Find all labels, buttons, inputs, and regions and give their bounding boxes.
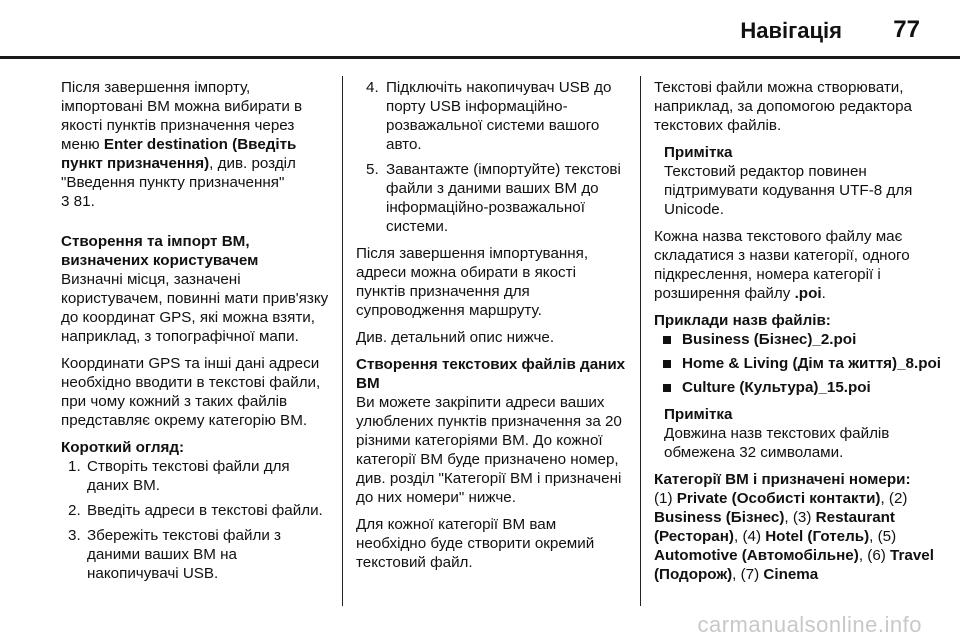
page-title: Навігація [740, 18, 842, 43]
list-item: 2. Введіть адреси в текстові файли. [68, 502, 323, 519]
section-heading: Створення текстових файлів даних ВМ [356, 356, 626, 392]
bullet-square-icon [663, 336, 671, 344]
list-item: 1. Створіть текстові файли для даних ВМ. [68, 458, 290, 494]
examples-heading: Приклади назв файлів: [654, 312, 831, 329]
paragraph: Визначні місця, зазначені користувачем, повинні мати прив'язку до координат GPS, які можна взяти, наприклад, з топографічної мапи. [61, 271, 329, 345]
paragraph: Див. детальний опис нижче. [356, 329, 555, 346]
section-heading: Створення та імпорт ВМ, визначених користувачем [61, 233, 259, 269]
bullet-square-icon [663, 384, 671, 392]
column-1 [61, 78, 331, 591]
header-rule [0, 56, 960, 59]
note-title: Примітка [664, 406, 733, 423]
note-text: Довжина назв текстових файлів обмежена 32 символами. [664, 425, 890, 461]
intro-paragraph: Після завершення імпорту, імпортовані ВМ можна вибирати в якості пунктів призначення через меню Enter destination (Введіть пункт призначення), див. розділ "Введення пункту призначення" 3 81. [61, 79, 303, 210]
column-2 [356, 78, 628, 580]
paragraph: Кожна назва текстового файлу має складатися з назви категорії, одного підкреслення, номера категорії і розширення файлу .poi. [654, 228, 910, 302]
paragraph: Ви можете закріпити адреси ваших улюблених пунктів призначення за 20 різними категоріями ВМ. До кожної категорії ВМ буде призначено номер, див. розділ "Категорії ВМ і призначені до них номери" нижче. [356, 394, 622, 506]
steps-list-continued [356, 78, 628, 236]
bullet-square-icon [663, 360, 671, 368]
list-item: 4. Підключіть накопичувач USB до порту USB інформаційно-розважальної системи вашого авто. [366, 79, 612, 153]
watermark: carmanualsonline.info [697, 612, 922, 637]
categories-heading: Категорії ВМ і призначені номери: [654, 471, 911, 488]
note-title: Примітка [664, 144, 733, 161]
paragraph: Координати GPS та інші дані адреси необхідно вводити в текстові файли, при чому кожний з таких файлів представляє окрему категорію ВМ. [61, 355, 321, 429]
categories-list: (1) Private (Особисті контакти), (2) Business (Бізнес), (3) Restaurant (Ресторан), (4) Hotel (Готель), (5) Automotive (Автомобільне), (6) Travel (Подорож), (7) Cinema [654, 490, 934, 583]
page-number: 77 [893, 16, 920, 43]
menu-path: Enter destination (Введіть пункт призначення) [61, 136, 297, 172]
examples-list [654, 330, 952, 397]
overview-heading: Короткий огляд: [61, 439, 185, 456]
list-item: 5. Завантажте (імпортуйте) текстові файли з даними ваших ВМ до інформаційно-розважальної системи. [366, 161, 621, 235]
column-divider-1 [342, 76, 343, 606]
paragraph: Текстові файли можна створювати, наприклад, за допомогою редактора текстових файлів. [654, 79, 912, 134]
list-item: 3. Збережіть текстові файли з даними ваших ВМ на накопичувачі USB. [68, 527, 281, 582]
list-item: Home & Living (Дім та життя)_8.poi [654, 354, 952, 373]
steps-list [61, 457, 331, 583]
note-text: Текстовий редактор повинен підтримувати кодування UTF-8 для Unicode. [664, 163, 913, 218]
list-item: Business (Бізнес)_2.poi [654, 330, 952, 349]
column-divider-2 [640, 76, 641, 606]
paragraph: Після завершення імпортування, адреси можна обирати в якості пунктів призначення для супроводження маршруту. [356, 245, 589, 319]
note-box [654, 405, 952, 462]
column-3 [654, 78, 952, 592]
note-box [654, 143, 952, 219]
list-item: Culture (Культура)_15.poi [654, 378, 952, 397]
page-ref-icon: 3 [61, 193, 70, 210]
paragraph: Для кожної категорії ВМ вам необхідно буде створити окремий текстовий файл. [356, 516, 595, 571]
